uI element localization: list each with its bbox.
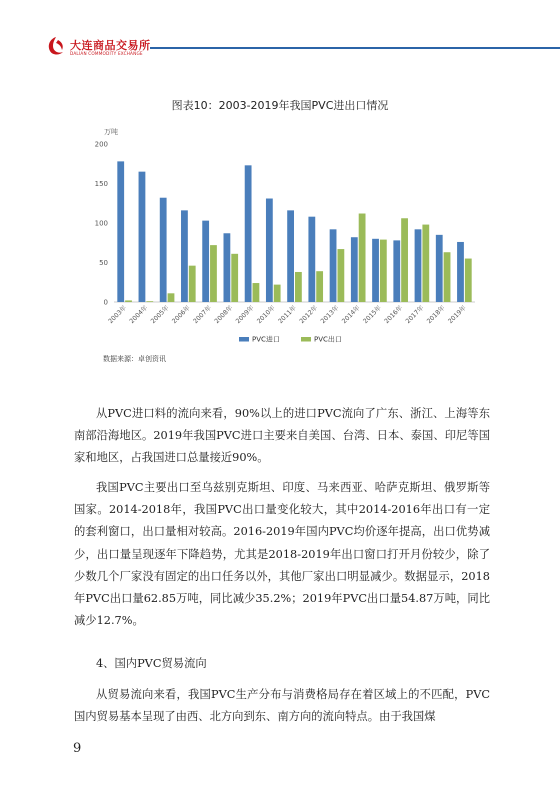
import-bar (160, 198, 167, 302)
bars-group (117, 161, 471, 302)
export-bar (359, 214, 366, 302)
x-axis-labels (106, 303, 468, 326)
legend-export-swatch (301, 337, 311, 342)
legend-import-label: PVC进口 (252, 335, 280, 344)
x-tick-label: 2008年 (213, 304, 235, 326)
logo-english-name: DALIAN COMMODITY EXCHANGE (70, 51, 143, 56)
exchange-logo-icon (46, 35, 66, 57)
export-bar (337, 249, 344, 302)
import-bar (202, 221, 209, 302)
export-bar (380, 240, 387, 302)
import-bar (308, 217, 315, 302)
export-bar (146, 301, 153, 302)
export-bar (444, 252, 451, 302)
legend-export-label: PVC出口 (314, 335, 342, 344)
export-bar (189, 266, 196, 302)
export-bar (274, 285, 281, 302)
header-divider (150, 47, 560, 49)
y-tick-label: 200 (94, 140, 108, 149)
x-tick-label: 2018年 (425, 304, 447, 326)
x-tick-label: 2005年 (149, 304, 171, 326)
x-tick-label: 2006年 (170, 304, 192, 326)
import-bar (351, 237, 358, 302)
export-bar (253, 283, 260, 302)
import-bar (330, 229, 337, 302)
logo-chinese-name: 大连商品交易所 (70, 39, 151, 52)
import-bar (436, 235, 443, 302)
x-tick-label: 2019年 (447, 304, 468, 326)
import-bar (287, 210, 294, 302)
x-tick-label: 2017年 (404, 304, 426, 326)
import-bar (457, 242, 464, 302)
import-bar (139, 172, 146, 302)
page-number: 9 (73, 741, 82, 756)
page-header (0, 0, 560, 70)
paragraph-trade-flow: 从贸易流向来看，我国PVC生产分布与消费格局存在着区域上的不匹配，PVC国内贸易基本呈现了由西、北方向到东、南方向的流向特点。由于我国煤 (74, 688, 490, 724)
export-bar (125, 300, 132, 302)
x-tick-label: 2015年 (362, 304, 383, 326)
import-bar (245, 165, 252, 302)
x-tick-label: 2007年 (192, 304, 213, 326)
export-bar (210, 245, 217, 302)
y-tick-label: 100 (94, 219, 108, 228)
export-bar (316, 271, 323, 302)
legend-import-swatch (239, 337, 249, 342)
import-bar (223, 233, 230, 302)
export-bar (422, 225, 429, 302)
import-bar (266, 199, 273, 302)
pvc-import-export-chart (85, 122, 485, 347)
import-bar (393, 240, 400, 302)
paragraph-import-flow: 从PVC进口料的流向来看，90%以上的进口PVC流向了广东、浙江、上海等东南部沿海地区。2019年我国PVC进口主要来自美国、台湾、日本、泰国、印尼等国家和地区，占我国进口总量接近90%。 (74, 407, 490, 465)
x-tick-label: 2009年 (234, 304, 256, 326)
x-tick-label: 2010年 (255, 304, 277, 326)
export-bar (168, 293, 175, 302)
export-bar (295, 272, 302, 302)
y-tick-label: 150 (94, 180, 108, 188)
export-bar (401, 218, 408, 302)
section-heading: 4、国内PVC贸易流向 (96, 657, 207, 670)
x-tick-label: 2012年 (298, 304, 320, 326)
y-unit-label: 万吨 (104, 128, 118, 136)
export-bar (231, 254, 238, 302)
import-bar (181, 210, 188, 302)
export-bar (465, 259, 472, 302)
x-tick-label: 2004年 (128, 304, 150, 326)
y-tick-label: 0 (103, 298, 108, 307)
x-tick-label: 2013年 (319, 304, 341, 326)
chart-legend (239, 335, 342, 344)
paragraph-export-markets: 我国PVC主要出口至乌兹别克斯坦、印度、马来西亚、哈萨克斯坦、俄罗斯等国家。2014-2018年，我国PVC出口量变化较大，其中2014-2016年出口有一定的套利窗口，出口量相对较高。2016-2019年国内PVC均价逐年提高，出口优势减少，出口量呈现逐年下降趋势，尤其是2018-2019年出口窗口打开月份较少，除了少数几个厂家没有固定的出口任务以外，其他厂家出口明显减少。数据显示，2018年PVC出口量62.85万吨，同比减少35.2%；2019年PVC出口量54.87万吨，同比减少12.7%。 (74, 481, 490, 628)
x-tick-label: 2016年 (383, 304, 405, 326)
x-tick-label: 2014年 (340, 304, 362, 326)
data-source: 数据来源：卓创资讯 (103, 355, 166, 363)
chart-title: 图表10：2003-2019年我国PVC进出口情况 (171, 99, 389, 112)
y-tick-label: 50 (99, 259, 108, 267)
import-bar (117, 161, 124, 302)
x-tick-label: 2011年 (277, 304, 298, 326)
import-bar (372, 239, 379, 302)
import-bar (415, 229, 422, 302)
x-tick-label: 2003年 (107, 304, 129, 326)
